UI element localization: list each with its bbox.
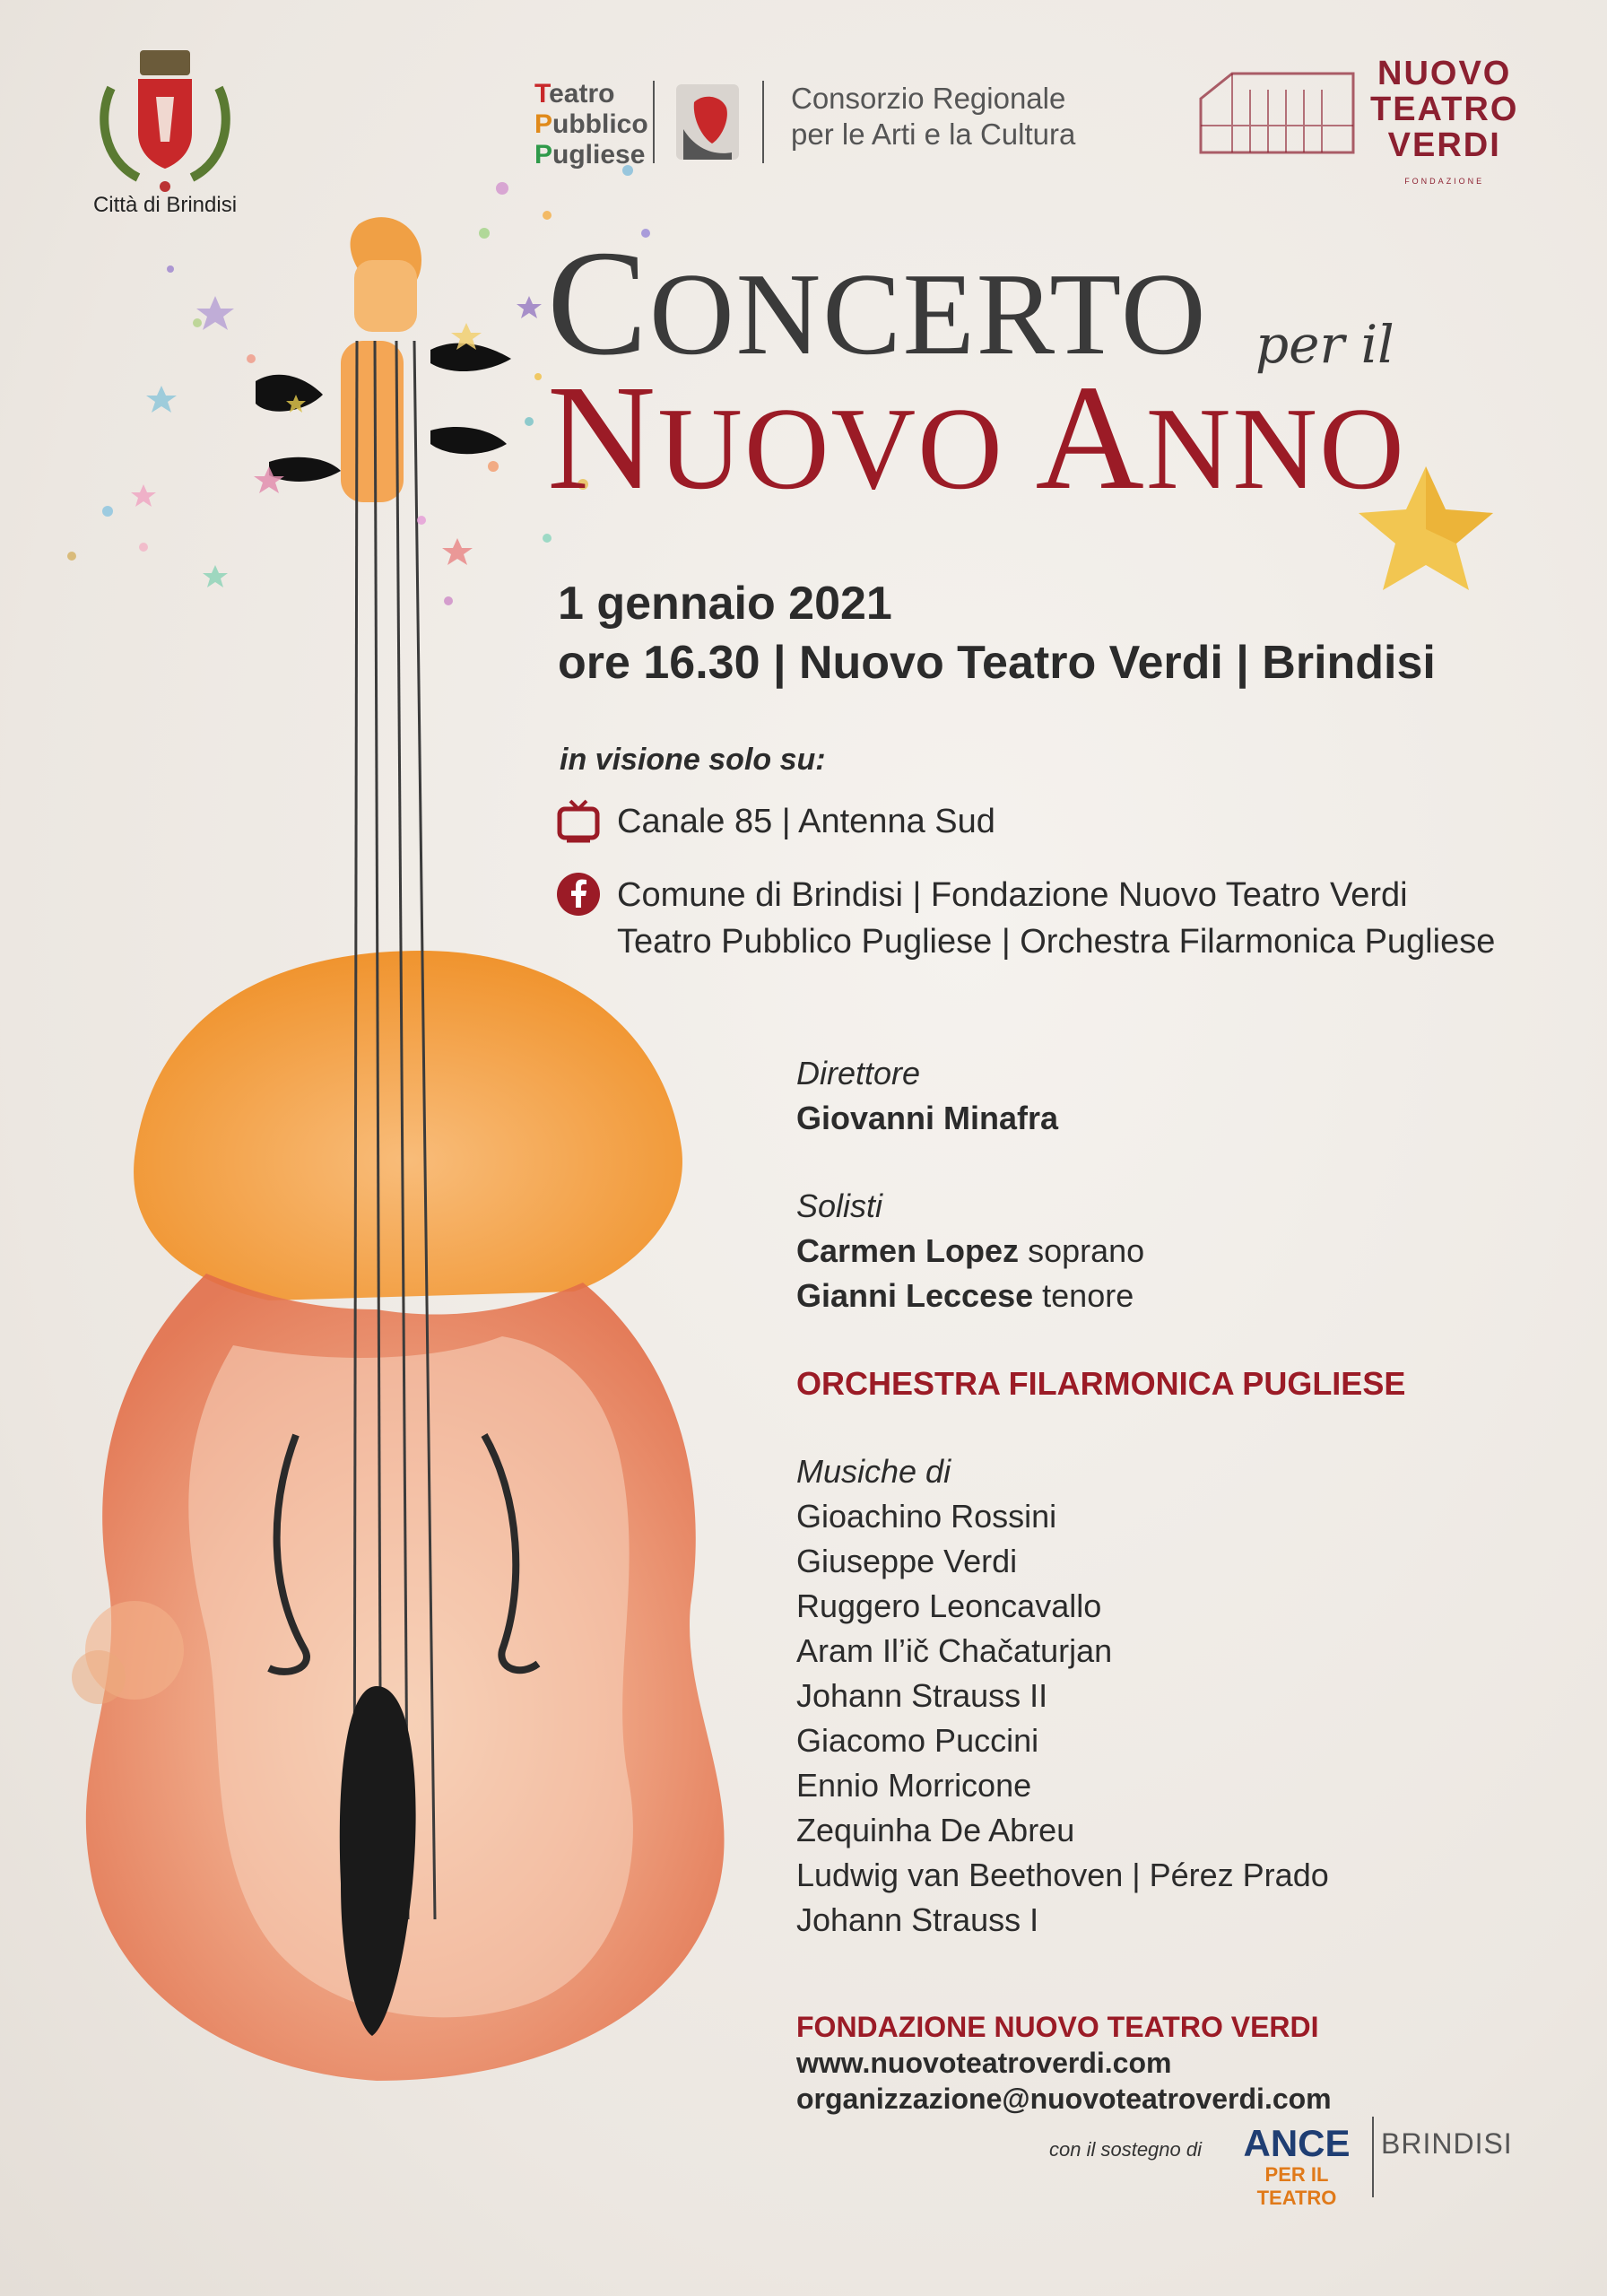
tpp-line-1: eatro <box>549 79 615 109</box>
composer: Ruggero Leoncavallo <box>796 1587 1102 1624</box>
tv-channel: Canale 85 | Antenna Sud <box>617 803 995 840</box>
composer: Giuseppe Verdi <box>796 1543 1018 1579</box>
ance-subtitle: PER IL TEATRO <box>1256 2163 1337 2209</box>
facebook-row <box>556 872 1495 965</box>
composer: Zequinha De Abreu <box>796 1812 1075 1848</box>
composer: Gioachino Rossini <box>796 1498 1057 1535</box>
broadcast-intro: in visione solo su: <box>560 743 826 777</box>
ance-city: BRINDISI <box>1381 2127 1513 2160</box>
title-line-2: NUOVO ANNO <box>547 354 1406 521</box>
sponsor-intro: con il sostegno di <box>1049 2138 1202 2161</box>
orchestra-name: ORCHESTRA FILARMONICA PUGLIESE <box>796 1365 1406 1402</box>
composer: Johann Strauss I <box>796 1901 1039 1938</box>
facebook-pages-line-2: Teatro Pubblico Pugliese | Orchestra Filarmonica Pugliese <box>617 923 1496 961</box>
ntv-line-3: VERDI <box>1387 126 1501 164</box>
footer-email[interactable]: organizzazione@nuovoteatroverdi.com <box>796 2083 1332 2115</box>
event-date: 1 gennaio 2021 <box>558 578 892 630</box>
tpp-line-3: ugliese <box>552 140 646 170</box>
composer: Johann Strauss II <box>796 1677 1048 1714</box>
title-connector: per il <box>1255 314 1394 375</box>
ance-logo <box>1225 2124 1368 2210</box>
composer: Ludwig van Beethoven | Pérez Prado <box>796 1857 1329 1893</box>
title-line-1: CONCERTO <box>547 220 1208 387</box>
credits-block <box>796 1051 1568 1943</box>
consorzio-divider <box>762 81 764 163</box>
soloist: Carmen Lopez soprano <box>796 1232 1145 1269</box>
facebook-icon <box>556 872 601 917</box>
tpp-logo-text: Teatro Pubblico Pugliese <box>534 79 648 170</box>
crest-icon <box>93 43 237 196</box>
ntv-line-1: NUOVO <box>1377 55 1512 92</box>
event-time-place: ore 16.30 | Nuovo Teatro Verdi | Brindisi <box>558 637 1436 689</box>
ance-name: ANCE <box>1243 2122 1351 2164</box>
footer-website[interactable]: www.nuovoteatroverdi.com <box>796 2047 1172 2079</box>
tpp-mask-icon <box>667 75 757 165</box>
tv-icon <box>556 798 601 843</box>
music-label: Musiche di <box>796 1453 951 1490</box>
event-info <box>558 574 1436 692</box>
consorzio-line-2: per le Arti e la Cultura <box>791 117 1076 151</box>
theatre-building-icon <box>1196 63 1367 161</box>
footer-contacts <box>796 2009 1332 2117</box>
tpp-line-2: ubblico <box>552 109 648 139</box>
ntv-subtitle: FONDAZIONE <box>1404 177 1485 186</box>
ntv-line-2: TEATRO <box>1370 91 1519 128</box>
consorzio-text <box>791 81 1075 152</box>
composer: Aram Il’ič Chačaturjan <box>796 1632 1113 1669</box>
tpp-divider <box>653 81 655 163</box>
ntv-logo <box>1370 56 1518 199</box>
consorzio-line-1: Consorzio Regionale <box>791 82 1066 115</box>
ance-divider <box>1372 2117 1374 2197</box>
footer-org: FONDAZIONE NUOVO TEATRO VERDI <box>796 2011 1319 2043</box>
facebook-pages-line-1: Comune di Brindisi | Fondazione Nuovo Teatro Verdi <box>617 876 1408 914</box>
composer: Giacomo Puccini <box>796 1722 1039 1759</box>
soloist: Gianni Leccese tenore <box>796 1277 1134 1314</box>
tv-row <box>556 798 995 845</box>
soloists-label: Solisti <box>796 1187 883 1224</box>
director-name: Giovanni Minafra <box>796 1100 1059 1136</box>
city-label: Città di Brindisi <box>92 193 238 217</box>
composer: Ennio Morricone <box>796 1767 1032 1804</box>
director-label: Direttore <box>796 1055 921 1091</box>
